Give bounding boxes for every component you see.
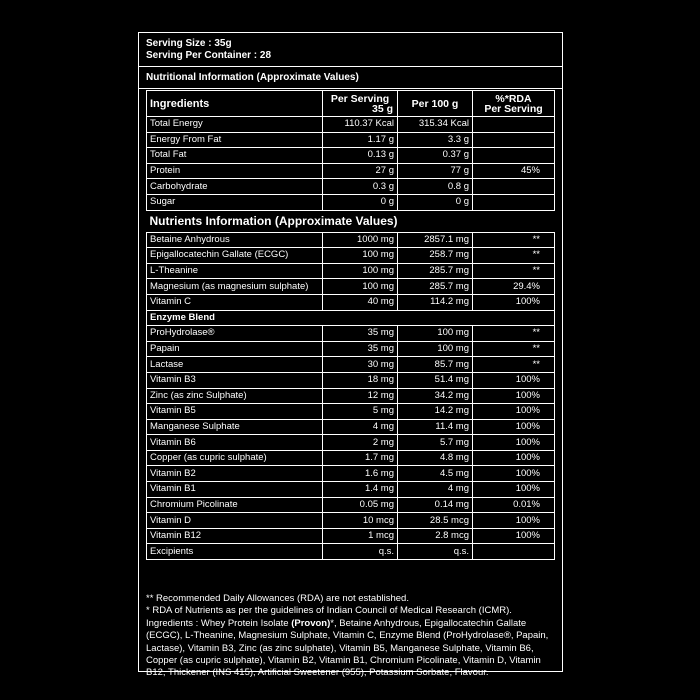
cell-name: Betaine Anhydrous <box>147 232 323 248</box>
cell-name: Total Fat <box>147 148 323 164</box>
cell-rda: ** <box>473 232 555 248</box>
cell-name: Vitamin B1 <box>147 482 323 498</box>
table-row <box>147 513 555 529</box>
cell-name: Vitamin B3 <box>147 372 323 388</box>
cell-per-100g: q.s. <box>398 544 473 560</box>
cell-per-100g: 85.7 mg <box>398 357 473 373</box>
cell-name: Epigallocatechin Gallate (ECGC) <box>147 248 323 264</box>
cell-rda: 45% <box>473 163 555 179</box>
cell-per-100g: 77 g <box>398 163 473 179</box>
servings-per-container: Serving Per Container : 28 <box>146 50 272 61</box>
cell-per-serving: 0.13 g <box>323 148 398 164</box>
cell-per-serving: 5 mg <box>323 404 398 420</box>
divider <box>139 66 562 67</box>
cell-per-serving: 100 mg <box>323 263 398 279</box>
cell-per-serving: 110.37 Kcal <box>323 117 398 133</box>
footer-note-rda-not-established: ** Recommended Daily Allowances (RDA) are not established. <box>146 593 409 604</box>
cell-rda: 100% <box>473 482 555 498</box>
cell-rda <box>473 179 555 195</box>
cell-name: Vitamin D <box>147 513 323 529</box>
cell-per-100g: 100 mg <box>398 326 473 342</box>
table-row <box>147 450 555 466</box>
cell-per-serving: 1.4 mg <box>323 482 398 498</box>
footer-notes <box>146 593 556 680</box>
cell-rda: ** <box>473 326 555 342</box>
table-row <box>147 497 555 513</box>
header-per-serving-line1: Per Serving <box>330 92 390 105</box>
header-per-serving-line2: 35 g <box>371 102 393 115</box>
table-row <box>147 148 555 164</box>
table-row <box>147 482 555 498</box>
cell-rda: 100% <box>473 372 555 388</box>
cell-rda: ** <box>473 341 555 357</box>
cell-per-100g: 4.5 mg <box>398 466 473 482</box>
cell-per-100g: 100 mg <box>398 341 473 357</box>
cell-rda: 100% <box>473 450 555 466</box>
cell-rda: 29.4% <box>473 279 555 295</box>
cell-per-serving: 0.3 g <box>323 179 398 195</box>
cell-per-serving: 12 mg <box>323 388 398 404</box>
table-row <box>147 528 555 544</box>
cell-per-100g: 2857.1 mg <box>398 232 473 248</box>
nutrients-info-title: Nutrients Information (Approximate Values) <box>147 210 555 232</box>
cell-name: Total Energy <box>147 117 323 133</box>
cell-name: Copper (as cupric sulphate) <box>147 450 323 466</box>
cell-per-serving: 1.6 mg <box>323 466 398 482</box>
table-row <box>147 544 555 560</box>
cell-rda: 100% <box>473 528 555 544</box>
footer-note-icmr: * RDA of Nutrients as per the guidelines of Indian Council of Medical Research (ICMR). <box>146 605 512 617</box>
cell-per-100g: 4.8 mg <box>398 450 473 466</box>
cell-per-serving: q.s. <box>323 544 398 560</box>
cell-name: Magnesium (as magnesium sulphate) <box>147 279 323 295</box>
cell-rda: 100% <box>473 513 555 529</box>
enzyme-blend-title-row <box>147 310 555 326</box>
table-row <box>147 163 555 179</box>
cell-per-serving: 100 mg <box>323 279 398 295</box>
header-ingredients: Ingredients <box>147 91 323 117</box>
cell-per-serving: 100 mg <box>323 248 398 264</box>
cell-name: Manganese Sulphate <box>147 419 323 435</box>
cell-name: Zinc (as zinc Sulphate) <box>147 388 323 404</box>
table-row <box>147 466 555 482</box>
cell-rda <box>473 148 555 164</box>
cell-per-serving: 30 mg <box>323 357 398 373</box>
cell-per-100g: 285.7 mg <box>398 279 473 295</box>
cell-per-serving: 1.17 g <box>323 132 398 148</box>
nutrients-info-title-row <box>147 210 555 232</box>
cell-per-serving: 0 g <box>323 194 398 210</box>
table-header-row <box>147 91 555 117</box>
cell-rda: ** <box>473 357 555 373</box>
cell-name: Vitamin B6 <box>147 435 323 451</box>
cell-per-100g: 285.7 mg <box>398 263 473 279</box>
cell-name: Vitamin B5 <box>147 404 323 420</box>
table-row <box>147 232 555 248</box>
cell-name: Sugar <box>147 194 323 210</box>
header-rda <box>473 91 555 117</box>
ingredients-list <box>146 618 556 680</box>
enzyme-blend-title: Enzyme Blend <box>147 310 555 326</box>
cell-rda <box>473 194 555 210</box>
cell-name: L-Theanine <box>147 263 323 279</box>
cell-per-serving: 35 mg <box>323 341 398 357</box>
cell-per-serving: 0.05 mg <box>323 497 398 513</box>
cell-rda: ** <box>473 263 555 279</box>
cell-name: Vitamin B12 <box>147 528 323 544</box>
table-row <box>147 419 555 435</box>
cell-rda: ** <box>473 248 555 264</box>
cell-name: ProHydrolase® <box>147 326 323 342</box>
table-row <box>147 263 555 279</box>
nutrition-table <box>146 90 555 560</box>
cell-per-serving: 18 mg <box>323 372 398 388</box>
cell-rda <box>473 544 555 560</box>
cell-rda: 100% <box>473 419 555 435</box>
cell-per-100g: 114.2 mg <box>398 294 473 310</box>
cell-per-100g: 0.37 g <box>398 148 473 164</box>
table-row <box>147 279 555 295</box>
cell-rda: 100% <box>473 435 555 451</box>
ingredients-rest: *, Betaine Anhydrous, Epigallocatechin Gallate (ECGC), L-Theanine, Magnesium Sulphate, Vitamin C, Enzyme Blend (ProHydrolase®, Papain, Lactase), Vitamin B3, Zinc (as zinc sulphate), Vitamin B5, Manganese Sulphate, Vitamin B6, Copper (as cupric sulphate), Vitamin B2, Vitamin B1, Chromium Picolinate, Vitamin D, Vitamin B12, Thickener (INS 415), Artificial Sweetener (955), Potassium Sorbate, Flavour. <box>146 617 549 679</box>
cell-per-100g: 315.34 Kcal <box>398 117 473 133</box>
cell-rda: 100% <box>473 294 555 310</box>
ingredients-bold: (Provon) <box>291 617 331 629</box>
cell-per-100g: 2.8 mcg <box>398 528 473 544</box>
cell-name: Protein <box>147 163 323 179</box>
cell-per-100g: 0.8 g <box>398 179 473 195</box>
cell-per-serving: 2 mg <box>323 435 398 451</box>
table-row <box>147 404 555 420</box>
cell-per-serving: 10 mcg <box>323 513 398 529</box>
cell-per-100g: 0.14 mg <box>398 497 473 513</box>
table-row <box>147 326 555 342</box>
divider <box>139 88 562 89</box>
cell-name: Vitamin C <box>147 294 323 310</box>
cell-rda: 100% <box>473 388 555 404</box>
table-row <box>147 294 555 310</box>
header-rda-line2: Per Serving <box>484 102 543 115</box>
cell-per-100g: 258.7 mg <box>398 248 473 264</box>
cell-rda: 100% <box>473 466 555 482</box>
cell-rda <box>473 132 555 148</box>
cell-name: Vitamin B2 <box>147 466 323 482</box>
table-row <box>147 435 555 451</box>
cell-name: Excipients <box>147 544 323 560</box>
cell-per-serving: 1000 mg <box>323 232 398 248</box>
cell-per-100g: 3.3 g <box>398 132 473 148</box>
nutrition-label-panel <box>138 32 563 679</box>
cell-per-100g: 14.2 mg <box>398 404 473 420</box>
cell-per-serving: 4 mg <box>323 419 398 435</box>
table-row <box>147 179 555 195</box>
ingredients-prefix: Ingredients : Whey Protein Isolate <box>146 617 292 629</box>
cell-name: Chromium Picolinate <box>147 497 323 513</box>
cell-per-serving: 40 mg <box>323 294 398 310</box>
header-per-serving <box>323 91 398 117</box>
cell-per-100g: 4 mg <box>398 482 473 498</box>
header-rda-line1: %*RDA <box>495 92 532 105</box>
cell-name: Lactase <box>147 357 323 373</box>
cell-per-100g: 11.4 mg <box>398 419 473 435</box>
header-per-100g: Per 100 g <box>398 91 473 117</box>
cell-per-serving: 35 mg <box>323 326 398 342</box>
cell-per-100g: 28.5 mcg <box>398 513 473 529</box>
cell-per-100g: 34.2 mg <box>398 388 473 404</box>
table-row <box>147 132 555 148</box>
table-row <box>147 388 555 404</box>
table-row <box>147 341 555 357</box>
cell-per-100g: 0 g <box>398 194 473 210</box>
cell-per-100g: 51.4 mg <box>398 372 473 388</box>
table-row <box>147 117 555 133</box>
cell-per-100g: 5.7 mg <box>398 435 473 451</box>
nutritional-info-title: Nutritional Information (Approximate Values) <box>146 72 359 83</box>
table-row <box>147 372 555 388</box>
cell-rda: 0.01% <box>473 497 555 513</box>
table-row <box>147 357 555 373</box>
cell-per-serving: 1.7 mg <box>323 450 398 466</box>
cell-per-serving: 27 g <box>323 163 398 179</box>
serving-size: Serving Size : 35g <box>146 38 232 49</box>
cell-name: Energy From Fat <box>147 132 323 148</box>
cell-rda: 100% <box>473 404 555 420</box>
cell-per-serving: 1 mcg <box>323 528 398 544</box>
cell-rda <box>473 117 555 133</box>
cell-name: Papain <box>147 341 323 357</box>
table-row <box>147 248 555 264</box>
cell-name: Carbohydrate <box>147 179 323 195</box>
table-row <box>147 194 555 210</box>
